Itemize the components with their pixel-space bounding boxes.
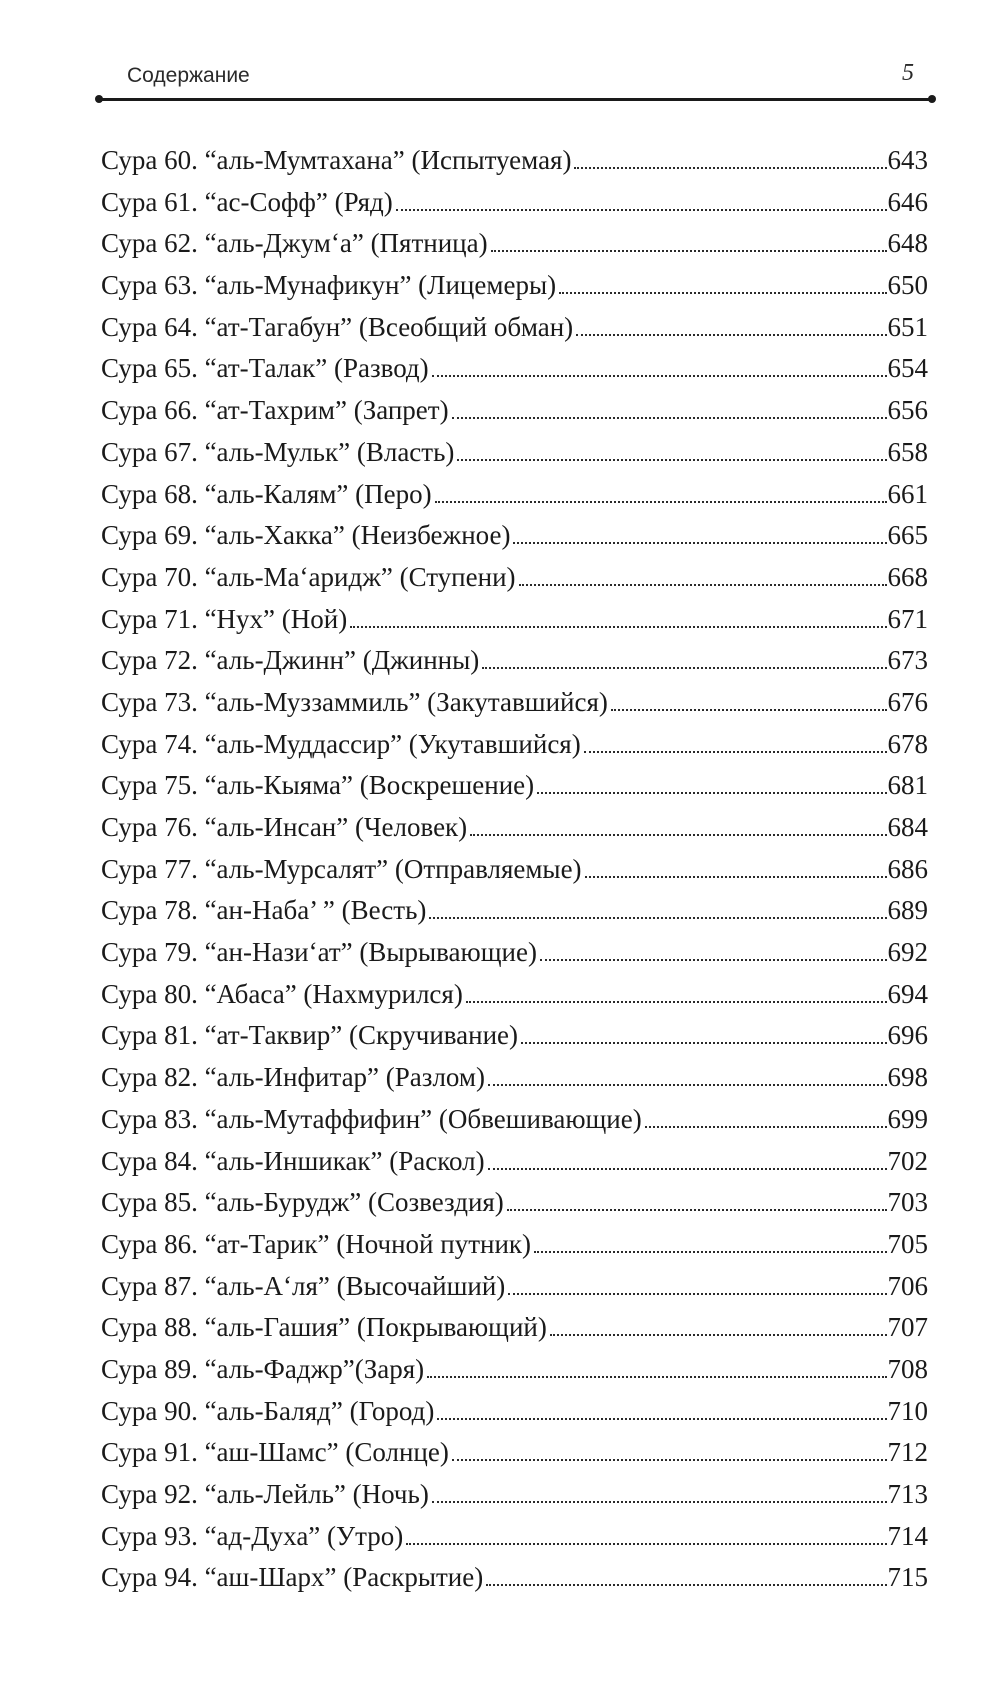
toc-entry[interactable] xyxy=(101,478,928,520)
toc-entry-title: Сура 74. “аль-Муддассир” (Укутавшийся) xyxy=(101,728,581,759)
toc-entry[interactable] xyxy=(101,1395,928,1437)
toc-entry[interactable] xyxy=(101,311,928,353)
dot-leader xyxy=(534,1250,886,1253)
dot-leader xyxy=(432,1500,887,1503)
dot-leader xyxy=(466,1000,887,1003)
toc-entry-title: Сура 75. “аль-Кыяма” (Воскрешение) xyxy=(101,770,535,801)
running-header xyxy=(127,60,914,100)
toc-entry-title: Сура 66. “ат-Тахрим” (Запрет) xyxy=(101,395,449,426)
toc-entry-title: Сура 77. “аль-Мурсалят” (Отправляемые) xyxy=(101,853,582,884)
toc-entry-title: Сура 80. “Абаса” (Нахмурился) xyxy=(101,978,463,1009)
toc-entry[interactable] xyxy=(101,728,928,770)
toc-entry-page: 646 xyxy=(887,186,928,217)
toc-entry-page: 681 xyxy=(887,770,928,801)
toc-entry-title: Сура 83. “аль-Мутаффифин” (Обвешивающие) xyxy=(101,1103,642,1134)
page-number: 5 xyxy=(902,60,914,86)
dot-leader xyxy=(457,458,886,461)
toc-entry-title: Сура 63. “аль-Мунафикун” (Лицемеры) xyxy=(101,270,557,301)
toc-entry-page: 676 xyxy=(887,686,928,717)
toc-entry-title: Сура 60. “аль-Мумтахана” (Испытуемая) xyxy=(101,145,572,175)
toc-entry[interactable] xyxy=(101,561,928,603)
rule-end-dot-left xyxy=(95,95,103,103)
dot-leader xyxy=(585,875,887,878)
toc-entry[interactable] xyxy=(101,186,928,228)
toc-entry-page: 702 xyxy=(887,1145,928,1176)
toc-entry[interactable] xyxy=(101,1186,928,1228)
dot-leader xyxy=(519,583,887,586)
dot-leader xyxy=(540,958,887,961)
toc-entry-page: 686 xyxy=(887,853,928,884)
toc-entry-page: 705 xyxy=(887,1228,928,1259)
toc-entry-title: Сура 89. “аль-Фаджр”(Заря) xyxy=(101,1353,425,1384)
dot-leader xyxy=(432,374,887,377)
toc-entry-page: 713 xyxy=(887,1479,928,1509)
toc-entry-title: Сура 85. “аль-Бурудж” (Созвездия) xyxy=(101,1187,504,1218)
toc-entry-page: 665 xyxy=(887,520,928,551)
toc-entry-title: Сура 87. “аль-А‘ля” (Высочайший) xyxy=(101,1270,506,1301)
toc-entry-page: 648 xyxy=(887,228,928,259)
toc-entry-title: Сура 72. “аль-Джинн” (Джинны) xyxy=(101,645,480,676)
dot-leader xyxy=(611,708,887,711)
toc-entry-title: Сура 92. “аль-Лейль” (Ночь) xyxy=(101,1479,429,1509)
toc-entry[interactable] xyxy=(101,644,928,686)
toc-entry-title: Сура 70. “аль-Ма‘аридж” (Ступени) xyxy=(101,561,516,592)
toc-entry-page: 661 xyxy=(887,478,928,509)
toc-entry-page: 692 xyxy=(887,937,928,968)
toc-entry-page: 651 xyxy=(887,311,928,342)
toc-entry[interactable] xyxy=(101,1019,928,1061)
dot-leader xyxy=(521,1041,886,1044)
toc-entry[interactable] xyxy=(101,519,928,561)
dot-leader xyxy=(507,1208,887,1211)
toc-entry[interactable] xyxy=(101,1270,928,1312)
toc-entry-page: 673 xyxy=(887,645,928,676)
toc-entry[interactable] xyxy=(101,352,928,394)
dot-leader xyxy=(584,750,887,753)
dot-leader xyxy=(513,541,886,544)
dot-leader xyxy=(508,1292,886,1295)
toc-entry-title: Сура 81. “ат-Таквир” (Скручивание) xyxy=(101,1020,519,1051)
toc-entry-title: Сура 93. “ад-Духа” (Утро) xyxy=(101,1520,404,1551)
toc-entry[interactable] xyxy=(101,1228,928,1270)
dot-leader xyxy=(435,500,887,503)
toc-entry-page: 656 xyxy=(887,395,928,426)
dot-leader xyxy=(350,625,886,628)
section-title: Содержание xyxy=(127,64,250,87)
dot-leader xyxy=(574,166,886,169)
toc-entry-page: 698 xyxy=(887,1062,928,1093)
toc-entry-title: Сура 62. “аль-Джум‘а” (Пятница) xyxy=(101,228,488,259)
toc-entry-page: 699 xyxy=(887,1103,928,1134)
toc-entry-page: 658 xyxy=(887,436,928,467)
toc-entry-page: 650 xyxy=(887,270,928,301)
dot-leader xyxy=(437,1417,886,1420)
dot-leader xyxy=(452,1458,887,1461)
toc-entry-title: Сура 65. “ат-Талак” (Развод) xyxy=(101,353,429,384)
toc-entry[interactable] xyxy=(101,1520,928,1562)
toc-entry-page: 706 xyxy=(887,1270,928,1301)
toc-entry-title: Сура 67. “аль-Мульк” (Власть) xyxy=(101,436,455,467)
dot-leader xyxy=(482,666,886,669)
dot-leader xyxy=(452,416,887,419)
toc-entry-page: 715 xyxy=(887,1562,928,1593)
toc-entry-title: Сура 82. “аль-Инфитар” (Разлом) xyxy=(101,1062,485,1093)
dot-leader xyxy=(559,291,886,294)
toc-entry[interactable] xyxy=(101,1478,928,1520)
toc-entry-page: 668 xyxy=(887,561,928,592)
toc-entry-page: 684 xyxy=(887,812,928,842)
dot-leader xyxy=(486,1583,886,1586)
toc-entry-page: 643 xyxy=(887,145,928,175)
toc-entry-page: 694 xyxy=(887,978,928,1009)
dot-leader xyxy=(645,1125,887,1128)
toc-entry-title: Сура 91. “аш-Шамс” (Солнце) xyxy=(101,1437,449,1468)
toc-entry-title: Сура 69. “аль-Хакка” (Неизбежное) xyxy=(101,520,511,551)
toc-entry-title: Сура 71. “Нух” (Ной) xyxy=(101,603,348,634)
header-rule xyxy=(98,98,933,101)
toc-entry-page: 710 xyxy=(887,1395,928,1426)
toc-entry[interactable] xyxy=(101,394,928,436)
toc-entry[interactable] xyxy=(101,853,928,895)
toc-entry-title: Сура 94. “аш-Шарх” (Раскрытие) xyxy=(101,1562,484,1593)
toc-entry[interactable] xyxy=(101,1103,928,1145)
toc-entry[interactable] xyxy=(101,269,928,311)
dot-leader xyxy=(396,208,887,211)
toc-entry-title: Сура 79. “ан-Нази‘ат” (Вырывающие) xyxy=(101,937,537,968)
toc-entry[interactable] xyxy=(101,1436,928,1478)
rule-end-dot-right xyxy=(928,95,936,103)
toc-entry-page: 654 xyxy=(887,353,928,384)
toc-entry-page: 689 xyxy=(887,895,928,926)
dot-leader xyxy=(406,1542,886,1545)
toc-entry[interactable] xyxy=(101,769,928,811)
toc-entry-title: Сура 73. “аль-Муззаммиль” (Закутавшийся) xyxy=(101,686,608,717)
toc-entry-page: 696 xyxy=(887,1020,928,1051)
dot-leader xyxy=(537,791,886,794)
toc-entry[interactable] xyxy=(101,1145,928,1187)
toc-entry[interactable] xyxy=(101,894,928,936)
toc-entry-page: 712 xyxy=(887,1437,928,1468)
table-of-contents xyxy=(101,144,928,1603)
toc-entry-page: 708 xyxy=(887,1353,928,1384)
toc-entry-title: Сура 68. “аль-Калям” (Перо) xyxy=(101,478,432,509)
toc-entry[interactable] xyxy=(101,936,928,978)
dot-leader xyxy=(550,1333,887,1336)
toc-entry-title: Сура 86. “ат-Тарик” (Ночной путник) xyxy=(101,1228,532,1259)
toc-entry-page: 671 xyxy=(887,603,928,634)
toc-entry-title: Сура 84. “аль-Иншикак” (Раскол) xyxy=(101,1145,485,1176)
toc-entry[interactable] xyxy=(101,1061,928,1103)
toc-entry[interactable] xyxy=(101,978,928,1020)
toc-entry[interactable] xyxy=(101,603,928,645)
toc-entry[interactable] xyxy=(101,436,928,478)
toc-entry-title: Сура 88. “аль-Гашия” (Покрывающий) xyxy=(101,1312,547,1343)
toc-entry[interactable] xyxy=(101,144,928,186)
toc-entry[interactable] xyxy=(101,686,928,728)
toc-entry-page: 707 xyxy=(887,1312,928,1343)
dot-leader xyxy=(488,1083,887,1086)
toc-entry-title: Сура 90. “аль-Баляд” (Город) xyxy=(101,1395,435,1426)
toc-entry-page: 678 xyxy=(887,728,928,759)
toc-entry-title: Сура 78. “ан-Наба’ ” (Весть) xyxy=(101,895,427,926)
toc-entry-title: Сура 76. “аль-Инсан” (Человек) xyxy=(101,812,468,842)
dot-leader xyxy=(470,833,886,836)
toc-entry-page: 714 xyxy=(887,1520,928,1551)
toc-entry-title: Сура 64. “ат-Тагабун” (Всеобщий обман) xyxy=(101,311,574,342)
toc-entry[interactable] xyxy=(101,811,928,853)
toc-entry[interactable] xyxy=(101,1311,928,1353)
toc-entry[interactable] xyxy=(101,1561,928,1603)
dot-leader xyxy=(576,333,886,336)
toc-entry[interactable] xyxy=(101,227,928,269)
dot-leader xyxy=(427,1375,886,1378)
toc-entry-title: Сура 61. “ас-Софф” (Ряд) xyxy=(101,186,393,217)
toc-entry-page: 703 xyxy=(887,1187,928,1218)
dot-leader xyxy=(491,249,887,252)
toc-entry[interactable] xyxy=(101,1353,928,1395)
dot-leader xyxy=(488,1167,887,1170)
dot-leader xyxy=(429,916,886,919)
